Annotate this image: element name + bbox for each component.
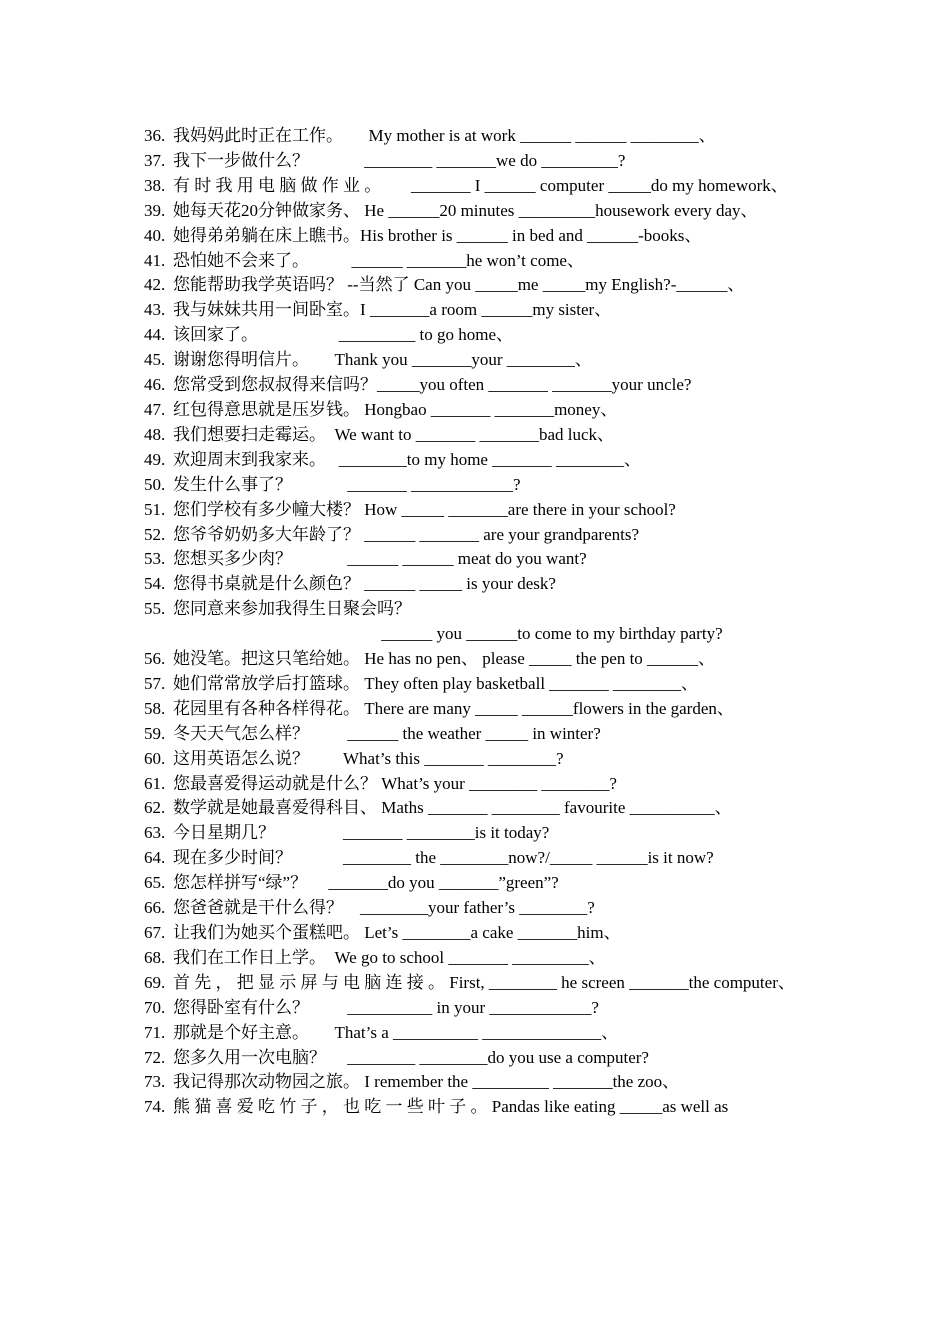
exercise-item <box>144 722 808 747</box>
item-text: 熊 猫 喜 爱 吃 竹 子 ， 也 吃 一 些 叶 子 。 Pandas like eating _____as well as <box>173 1097 729 1117</box>
exercise-item <box>144 423 808 448</box>
exercise-item <box>144 373 808 398</box>
item-text: 发生什么事了？ _______ ____________? <box>173 474 521 494</box>
item-number: 65. <box>144 873 166 893</box>
item-text: 她没笔。把这只笔给她。 He has no pen、 please _____ the pen to ______、 <box>173 649 716 669</box>
item-number: 40. <box>144 225 166 245</box>
item-text: 您得卧室有什么？ __________ in your ____________? <box>173 997 599 1017</box>
exercise-item <box>144 1070 808 1095</box>
item-text: 您们学校有多少幢大楼？ How _____ _______are there in your school? <box>173 499 676 519</box>
item-text: 我记得那次动物园之旅。 I remember the _________ _______the zoo、 <box>173 1072 680 1092</box>
exercise-item <box>144 772 808 797</box>
item-number: 61. <box>144 773 166 793</box>
exercise-item <box>144 174 808 199</box>
exercise-item <box>144 597 808 622</box>
item-text: 她得弟弟躺在床上瞧书。His brother is ______ in bed and ______-books、 <box>173 225 702 245</box>
item-number: 71. <box>144 1022 166 1042</box>
item-number: 55. <box>144 599 166 619</box>
item-number: 37. <box>144 150 166 170</box>
item-text: ______ you ______to come to my birthday party? <box>173 624 723 644</box>
item-text: 让我们为她买个蛋糕吧。 Let’s ________a cake _______him、 <box>173 923 621 942</box>
item-number: 63. <box>144 823 166 843</box>
item-number: 64. <box>144 848 166 868</box>
exercise-item <box>144 1021 808 1046</box>
exercise-item <box>144 323 808 348</box>
exercise-item <box>144 796 808 821</box>
item-number: 48. <box>144 424 166 444</box>
item-number: 58. <box>144 698 166 718</box>
item-text: 您得书桌就是什么颜色？ ______ _____ is your desk? <box>173 574 556 594</box>
item-text: 我下一步做什么？ ________ _______we do _________? <box>173 150 626 170</box>
exercise-item <box>144 1095 808 1120</box>
exercise-item <box>144 547 808 572</box>
item-text: 您最喜爱得运动就是什么？ What’s your ________ ________? <box>173 773 617 793</box>
item-text: 该回家了。 _________ to go home、 <box>173 325 513 345</box>
item-text: 现在多少时间？ ________ the ________now?/_____ ______is it now? <box>173 848 714 868</box>
item-text: 您爷爷奶奶多大年龄了？ ______ _______ are your grandparents? <box>173 524 640 544</box>
exercise-list <box>144 124 808 1120</box>
item-number: 68. <box>144 947 166 967</box>
item-number: 43. <box>144 300 166 320</box>
item-number: 53. <box>144 549 166 569</box>
exercise-item <box>144 971 808 996</box>
exercise-item <box>144 572 808 597</box>
item-text: 您想买多少肉？ ______ ______ meat do you want? <box>173 549 587 569</box>
item-number: 74. <box>144 1097 166 1117</box>
item-number: 38. <box>144 175 166 195</box>
exercise-item <box>144 821 808 846</box>
item-number: 72. <box>144 1047 166 1067</box>
exercise-item <box>144 697 808 722</box>
exercise-item <box>144 398 808 423</box>
item-text: 欢迎周末到我家来。 ________to my home _______ ________、 <box>173 449 641 469</box>
item-text: 我们在工作日上学。 We go to school _______ _________、 <box>173 947 606 967</box>
item-number: 70. <box>144 997 166 1017</box>
item-number: 50. <box>144 474 166 494</box>
item-text: 数学就是她最喜爱得科目、 Maths _______ ________ favourite __________、 <box>173 798 732 818</box>
item-text: 她们常常放学后打篮球。 They often play basketball _______ ________、 <box>173 673 699 693</box>
item-text: 我妈妈此时正在工作。 My mother is at work ______ ______ ________、 <box>173 126 716 145</box>
item-number: 57. <box>144 673 166 693</box>
item-number: 66. <box>144 898 166 918</box>
item-number: 67. <box>144 923 166 942</box>
item-text: 您怎样拼写“绿”？ _______do you _______”green”? <box>173 873 559 893</box>
item-text: 恐怕她不会来了。 ______ _______he won’t come、 <box>173 250 584 270</box>
exercise-item <box>144 348 808 373</box>
item-number: 59. <box>144 723 166 743</box>
exercise-item <box>144 921 808 946</box>
item-number: 44. <box>144 325 166 345</box>
item-text: 有 时 我 用 电 脑 做 作 业 。 _______ I ______ computer _____do my homework、 <box>173 175 788 195</box>
item-text: 冬天天气怎么样？ ______ the weather _____ in winter? <box>173 723 601 743</box>
item-text: 花园里有各种各样得花。 There are many _____ ______flowers in the garden、 <box>173 698 734 718</box>
item-text: 那就是个好主意。 That’s a __________ ______________、 <box>173 1022 619 1042</box>
exercise-item <box>144 199 808 224</box>
item-text: 红包得意思就是压岁钱。 Hongbao _______ _______money、 <box>173 399 618 419</box>
item-number: 49. <box>144 449 166 469</box>
item-text: 您多久用一次电脑？ ________ ________do you use a computer? <box>173 1047 649 1067</box>
exercise-item <box>144 448 808 473</box>
item-number: 52. <box>144 524 166 544</box>
item-number: 54. <box>144 574 166 594</box>
exercise-item <box>144 149 808 174</box>
exercise-item <box>144 224 808 249</box>
item-number <box>144 622 173 647</box>
item-text: 您同意来参加我得生日聚会吗？ <box>173 599 411 619</box>
item-number: 73. <box>144 1072 166 1092</box>
item-text: 今日星期几？ _______ ________is it today? <box>173 823 550 843</box>
exercise-item <box>144 672 808 697</box>
item-number: 56. <box>144 649 166 669</box>
item-number: 42. <box>144 275 166 295</box>
exercise-item <box>144 249 808 274</box>
item-number: 39. <box>144 200 166 220</box>
exercise-item <box>144 124 808 149</box>
exercise-item <box>144 647 808 672</box>
item-number: 36. <box>144 126 166 145</box>
exercise-item <box>144 523 808 548</box>
item-text: 我们想要扫走霉运。 We want to _______ _______bad luck、 <box>173 424 615 444</box>
item-text: 首 先 ， 把 显 示 屏 与 电 脑 连 接 。 First, ________ he screen _______the computer、 <box>173 972 795 992</box>
exercise-item <box>144 273 808 298</box>
exercise-item <box>144 747 808 772</box>
item-text: 谢谢您得明信片。 Thank you _______your ________、 <box>173 350 592 370</box>
item-number: 47. <box>144 399 166 419</box>
exercise-item <box>144 1046 808 1071</box>
exercise-item <box>144 946 808 971</box>
item-number: 45. <box>144 350 166 370</box>
exercise-item <box>144 871 808 896</box>
item-number: 41. <box>144 250 166 270</box>
item-number: 62. <box>144 798 166 818</box>
item-text: 您能帮助我学英语吗？ --当然了 Can you _____me _____my English?-______、 <box>173 275 745 295</box>
exercise-item <box>144 622 808 647</box>
item-text: 这用英语怎么说？ What’s this _______ ________? <box>173 748 564 768</box>
item-number: 46. <box>144 375 166 395</box>
exercise-item <box>144 498 808 523</box>
item-number: 51. <box>144 499 166 519</box>
item-number: 69. <box>144 972 166 992</box>
item-number: 60. <box>144 748 166 768</box>
item-text: 您常受到您叔叔得来信吗？_____you often _______ _______your uncle? <box>173 375 692 395</box>
exercise-item <box>144 846 808 871</box>
exercise-item <box>144 298 808 323</box>
exercise-item <box>144 473 808 498</box>
exercise-item <box>144 996 808 1021</box>
exercise-item <box>144 896 808 921</box>
item-text: 您爸爸就是干什么得？ ________your father’s ________? <box>173 898 595 918</box>
item-text: 她每天花20分钟做家务、 He ______20 minutes _________housework every day、 <box>173 200 758 220</box>
item-text: 我与妹妹共用一间卧室。I _______a room ______my sister、 <box>173 300 612 320</box>
